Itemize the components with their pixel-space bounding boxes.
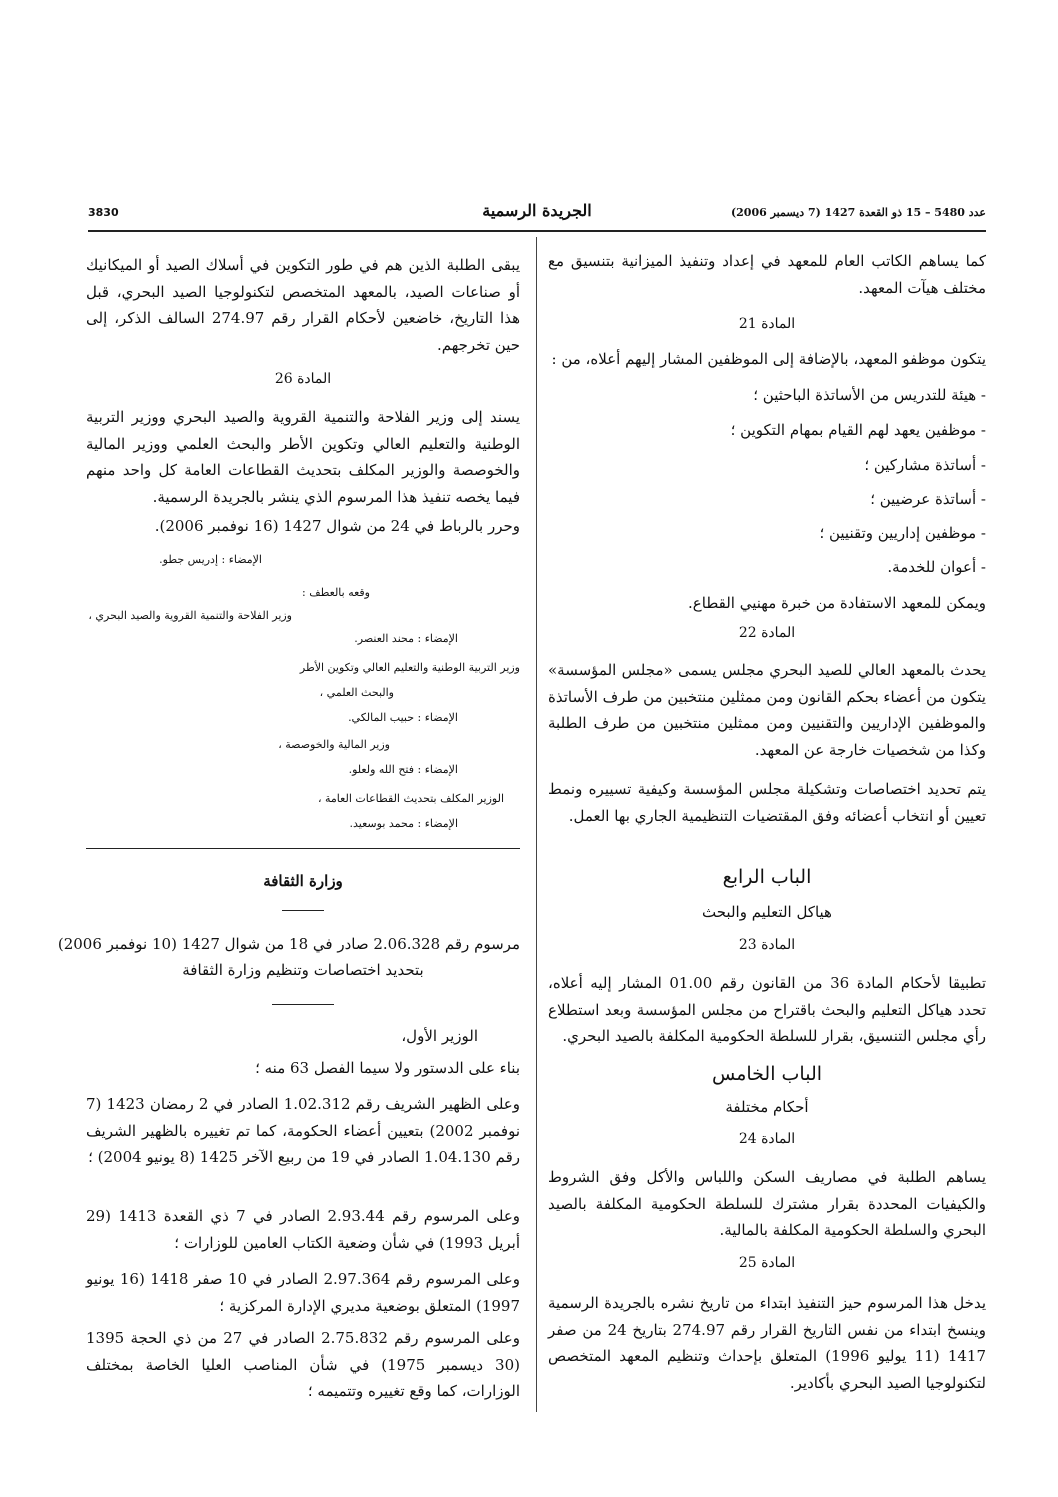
article-22-paragraph-1: يحدث بالمعهد العالي للصيد البحري مجلس يسمى «مجلس المؤسسة» يتكون من أعضاء بحكم القانون ومن ممثلين منتخبين من طرف الأساتذة والموظفين الإداريين والتقنيين ومن ممثلين منتخبين من طرف الطلبة وكذا من شخصيات خارجة عن المعهد. (548, 661, 986, 759)
article-22-paragraph-2: يتم تحديد اختصاصات وتشكيلة مجلس المؤسسة وكيفية تسييره ونمط تعيين أو انتخاب أعضائه وفق المقتضيات التنظيمية الجاري بها العمل. (548, 780, 986, 825)
students-paragraph: يبقى الطلبة الذين هم في طور التكوين في أسلاك الصيد أو الميكانيك أو صناعات الصيد، بالمعهد المتخصص لتكنولوجيا الصيد البحري، قبل هذا التاريخ، خاضعين لأحكام القرار رقم 274.97 السالف الذكر، إلى حين تخرجهم. (86, 256, 520, 354)
countersign-line: وزير التربية الوطنية والتعليم العالي وتكوين الأطر (299, 661, 520, 674)
countersign-line: والبحث العلمي ، (319, 686, 394, 699)
article-25-paragraph: يدخل هذا المرسوم حيز التنفيذ ابتداء من تاريخ نشره بالجريدة الرسمية وينسخ ابتداء من نفس التاريخ القرار رقم 274.97 بتاريخ 24 من صفر 1417 (11 يوليو 1996) المتعلق بإحداث وتنظيم المعهد المتخصص لتكنولوجيا الصيد البحري بأكادير. (548, 1294, 986, 1392)
chapter-4-subtitle: هياكل التعليم والبحث (702, 903, 832, 921)
visa-decree-1993: وعلى المرسوم رقم 2.93.44 الصادر في 7 ذي القعدة 1413 (29 أبريل 1993) في شأن وضعية الكتاب العامين للوزارات ؛ (86, 1207, 521, 1252)
page-header (88, 198, 986, 228)
visa-constitution: بناء على الدستور ولا سيما الفصل 63 منه ؛ (255, 1059, 520, 1077)
visa-decree-1975: وعلى المرسوم رقم 2.75.832 الصادر في 27 من ذي الحجة 1395 (30 ديسمبر 1975) في شأن المناصب العليا الخاصة بمختلف الوزارات، كما وقع تغييره وتتميمه ؛ (86, 1329, 520, 1400)
visa-dahir: وعلى الظهير الشريف رقم 1.02.312 الصادر في 2 رمضان 1423 (7 نوفمبر 2002) بتعيين أعضاء الحكومة، كما تم تغييره بالظهير الشريف رقم 1.04.130 الصادر في 19 من ربيع الآخر 1425 (8 يونيو 2004) ؛ (86, 1095, 520, 1166)
article-21-intro: يتكون موظفو المعهد، بالإضافة إلى الموظفين المشار إليهم أعلاه، من : (551, 350, 986, 368)
title-rule (282, 910, 324, 911)
article-25-title: المادة 25 (738, 1255, 796, 1271)
countersign-line: وزير الفلاحة والتنمية القروية والصيد البحري ، (88, 609, 292, 622)
chapter-4-title: الباب الرابع (722, 866, 812, 888)
article-24-paragraph: يساهم الطلبة في مصاريف السكن واللباس والأكل وفق الشروط والكيفيات المحددة بقرار مشترك للسلطة الحكومية المكلفة بالصيد البحري والسلطة الحكومية المكلفة بالمالية. (548, 1168, 986, 1239)
countersign-line: الإمضاء : محمد بوسعيد. (349, 817, 458, 830)
prime-minister: الوزير الأول، (401, 1027, 478, 1045)
column-divider (536, 237, 537, 1412)
countersign-line: الوزير المكلف بتحديث القطاعات العامة ، (317, 792, 504, 805)
staff-item: - موظفين يعهد لهم القيام بمهام التكوين ؛ (730, 421, 986, 439)
article-23-title: المادة 23 (738, 937, 796, 953)
decree-rule (272, 1004, 334, 1005)
section-separator (86, 848, 520, 849)
header-rule (88, 230, 986, 232)
article-23-paragraph: تطبيقا لأحكام المادة 36 من القانون رقم 01.00 المشار إليه أعلاه، تحدد هياكل التعليم والبحث باقتراح من مجلس المؤسسة وبعد استطلاع رأي مجلس التنسيق، بقرار للسلطة الحكومية المكلفة بالصيد البحري. (548, 974, 987, 1045)
countersign-line: الإمضاء : فتح الله ولعلو. (348, 763, 458, 776)
staff-item: - أساتذة عرضيين ؛ (870, 490, 986, 508)
chapter-5-subtitle: أحكام مختلفة (725, 1098, 809, 1116)
countersign-line: الإمضاء : حبيب المالكي. (348, 711, 458, 724)
decree-title-line-2: بتحديد اختصاصات وتنظيم وزارة الثقافة (182, 961, 424, 979)
countersign-line: الإمضاء : محند العنصر. (354, 632, 458, 645)
staff-item: - هيئة للتدريس من الأساتذة الباحثين ؛ (753, 386, 986, 404)
article-21-tail: ويمكن للمعهد الاستفادة من خبرة مهنيي القطاع. (688, 594, 986, 612)
decree-title-line-1: مرسوم رقم 2.06.328 صادر في 18 من شوال 1427 (10 نوفمبر 2006) (57, 935, 520, 953)
article-21-title: المادة 21 (738, 316, 796, 332)
staff-item: - أساتذة مشاركين ؛ (864, 456, 986, 474)
article-22-title: المادة 22 (738, 625, 796, 641)
staff-item: - أعوان للخدمة. (887, 558, 986, 576)
article-26-title: المادة 26 (274, 371, 332, 387)
staff-item: - موظفين إداريين وتقنيين ؛ (819, 524, 986, 542)
visa-decree-1997: وعلى المرسوم رقم 2.97.364 الصادر في 10 صفر 1418 (16 يونيو 1997) المتعلق بوضعية مديري الإدارة المركزية ؛ (86, 1270, 520, 1315)
journal-title: الجريدة الرسمية (482, 201, 592, 220)
pm-signature: الإمضاء : إدريس جطو. (159, 553, 262, 566)
budget-paragraph: كما يساهم الكاتب العام للمعهد في إعداد وتنفيذ الميزانية بتنسيق مع مختلف هيآت المعهد. (548, 252, 986, 297)
ministry-title: وزارة الثقافة (263, 872, 343, 890)
chapter-5-title: الباب الخامس (711, 1063, 823, 1085)
article-24-title: المادة 24 (738, 1131, 796, 1147)
issue-info: عدد 5480 – 15 ذو القعدة 1427 (7 ديسمبر 2006) (730, 206, 986, 219)
page-number: 3830 (88, 206, 119, 219)
done-at: وحرر بالرباط في 24 من شوال 1427 (16 نوفمبر 2006). (154, 517, 520, 535)
countersign-title: وقعه بالعطف : (302, 586, 370, 599)
countersign-line: وزير المالية والخوصصة ، (278, 738, 390, 751)
article-26-paragraph: يسند إلى وزير الفلاحة والتنمية القروية والصيد البحري ووزير التربية الوطنية والتعليم العالي وتكوين الأطر والبحث العلمي ووزير المالية والخوصصة والوزير المكلف بتحديث القطاعات العامة كل واحد منهم فيما يخصه تنفيذ هذا المرسوم الذي ينشر بالجريدة الرسمية. (86, 408, 520, 506)
